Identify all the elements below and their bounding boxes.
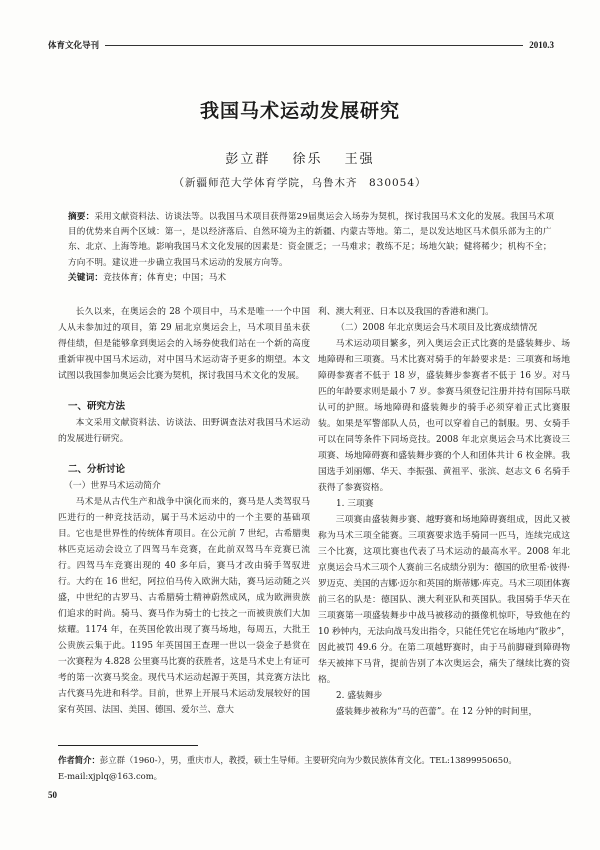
right-column xyxy=(318,304,570,720)
abstract-text: 采用文献资料法、访谈法等。以我国马术项目获得第29届奥运会入场券为契机，探讨我国马术文化的发展。我国马术项目的优势来自两个区域：第一，是以经济落后、自然环境为主的新疆、内蒙古等地。第二，是以发达地区马术俱乐部为主的广东、北京、上海等地。影响我国马术文化发展的因素是：资金匮乏；一马难求；教练不足；场地欠缺；健将稀少；机构不全；方向不明。建议进一步确立我国马术运动的发展方向等。 xyxy=(68,212,555,268)
subsection-heading-beijing-2008: （二）2008 年北京奥运会马术项目及比赛成绩情况 xyxy=(336,323,538,333)
running-header xyxy=(48,38,554,52)
continuation-paragraph: 利、澳大利亚、日本以及我国的香港和澳门。 xyxy=(318,307,494,317)
methods-paragraph: 本文采用文献资料法、访谈法、田野调查法对我国马术运动的发展进行研究。 xyxy=(58,418,310,444)
subsection-heading-world-equestrian: （一）世界马术运动简介 xyxy=(64,481,161,491)
section-heading-methods: 一、研究方法 xyxy=(68,401,126,412)
dressage-paragraph: 盛装舞步被称为“马的芭蕾”。在 12 分钟的时间里， xyxy=(335,707,538,717)
left-column xyxy=(58,304,310,718)
keywords-text: 竞技体育；体育史；中国；马术 xyxy=(103,272,227,283)
author-footnote xyxy=(58,752,578,784)
author-name: 王强 xyxy=(344,152,375,167)
article-title: 我国马术运动发展研究 xyxy=(199,100,400,122)
footnote-text: 彭立群（1960-），男，重庆市人，教授，硕士生导师。主要研究向为少数民族体育文化。TEL:13899950650。 xyxy=(99,755,517,765)
header-rule xyxy=(105,45,523,46)
item-heading-dressage: 2. 盛装舞步 xyxy=(336,691,383,701)
eventing-paragraph: 三项赛由盛装舞步赛、越野赛和场地障碍赛组成，因此又被称为马术三项全能赛。三项赛要求选手骑同一匹马，连续完成这三个比赛，这项比赛也代表了马术运动的最高水平。2008 年北京奥运会马术三项个人赛前三名成绩分别为：德国的欣里希·彼得·罗迈克、美国的吉娜·迈尔和英国的斯蒂娜·库克。马术三项团体赛前三名的队是：德国队、澳大利亚队和英国队。我国骑手华天在三项赛第一项盛装舞步中战马被移动的摄像机惊吓，导致他在约 10 秒钟内，无法向战马发出指令，只能任凭它在场地内“散步”，因此被罚 49.6 分。在第二项越野赛时，由于马前脚碰到障碍物华天被摔下马背，提前告别了本次奥运会，痛失了继续比赛的资格。 xyxy=(318,515,570,685)
abstract xyxy=(68,210,558,286)
journal-name: 体育文化导刊 xyxy=(48,41,100,51)
world-equestrian-paragraph: 马术是从古代生产和战争中演化而来的，赛马是人类驾驭马匹进行的一种竞技活动，属于马术运动中的一个主要的基础项目。它也是世界性的传统体育项目。在公元前 7 世纪，古希腊奥林匹克运动会设立了四驾马车竞赛，在此前双驾马车竞赛已流行。四驾马车竞赛出现的 40 多年后，赛马才改由骑手驾驭进行。大约在 16 世纪，阿拉伯马传入欧洲大陆，赛马运动随之兴盛，中世纪的古罗马、古希腊骑士精神蔚然成风，成为欧洲贵族们追求的时尚。骑马、赛马作为骑士的七技之一而被贵族们大加炫耀。1174 年，在英国伦敦出现了赛马场地，每周五，大批王公贵族云集于此。1195 年英国国王查理一世以一袋金子悬赏在一次赛程为 4.828 公里赛马比赛的获胜者，这是马术史上有证可考的第一次赛马奖金。现代马术运动起源于英国，其竞赛方法比古代赛马先进和科学。目前，世界上开展马术运动发展较好的国家有英国、法国、美国、德国、爱尔兰、意大 xyxy=(58,497,310,715)
author-email: E-mail:xjplq@163.com。 xyxy=(58,771,163,781)
abstract-label: 摘要： xyxy=(68,212,95,222)
abstract-paragraph xyxy=(68,210,558,271)
section-heading-analysis: 二、分析讨论 xyxy=(68,464,126,475)
footnote-label: 作者简介： xyxy=(58,755,100,765)
item-heading-eventing: 1. 三项赛 xyxy=(336,499,374,509)
beijing-2008-paragraph: 马术运动项目繁多，列入奥运会正式比赛的是盛装舞步、场地障碍和三项赛。马术比赛对骑手的年龄要求是：三项赛和场地障碍参赛者不低于 18 岁，盛装舞步参赛者不低于 16 岁。对马匹的年龄要求则是最小 7 岁。参赛马须登记注册并持有国际马联认可的护照。场地障碍和盛装舞步的骑手必须穿着正式比赛服装。如果是军警部队人员，也可以穿着自己的制服。男、女骑手可以在同等条件下同场竞技。2008 年北京奥运会马术比赛设三项赛、场地障碍赛和盛装舞步赛的个人和团体共计 6 枚金牌。我国选手刘丽娜、华天、李振强、黄祖平、张滨、赵志文 6 名骑手获得了参赛资格。 xyxy=(318,339,570,493)
page-number: 50 xyxy=(48,790,57,800)
author-name: 彭立群 xyxy=(225,152,271,167)
issue-number: 2010.3 xyxy=(529,40,554,50)
author-affiliation: （新疆师范大学体育学院，乌鲁木齐 830054） xyxy=(173,177,427,189)
footnote-divider xyxy=(58,745,198,746)
intro-paragraph: 长久以来，在奥运会的 28 个项目中，马术是唯一一个中国人从未参加过的项目，第 29 届北京奥运会上，马术项目虽未获得佳绩，但是能够拿到奥运会的入场券使我们站在一个新的高度重新审视中国马术运动，对中国马术运动寄予更多的期望。本文试图以我国参加奥运会比赛为契机，探讨我国马术文化的发展。 xyxy=(58,307,310,381)
keywords-label: 关键词： xyxy=(68,272,104,283)
author-name: 徐乐 xyxy=(292,152,323,167)
keywords-line xyxy=(68,271,558,286)
author-bio-line xyxy=(58,752,578,768)
author-list xyxy=(0,148,600,167)
